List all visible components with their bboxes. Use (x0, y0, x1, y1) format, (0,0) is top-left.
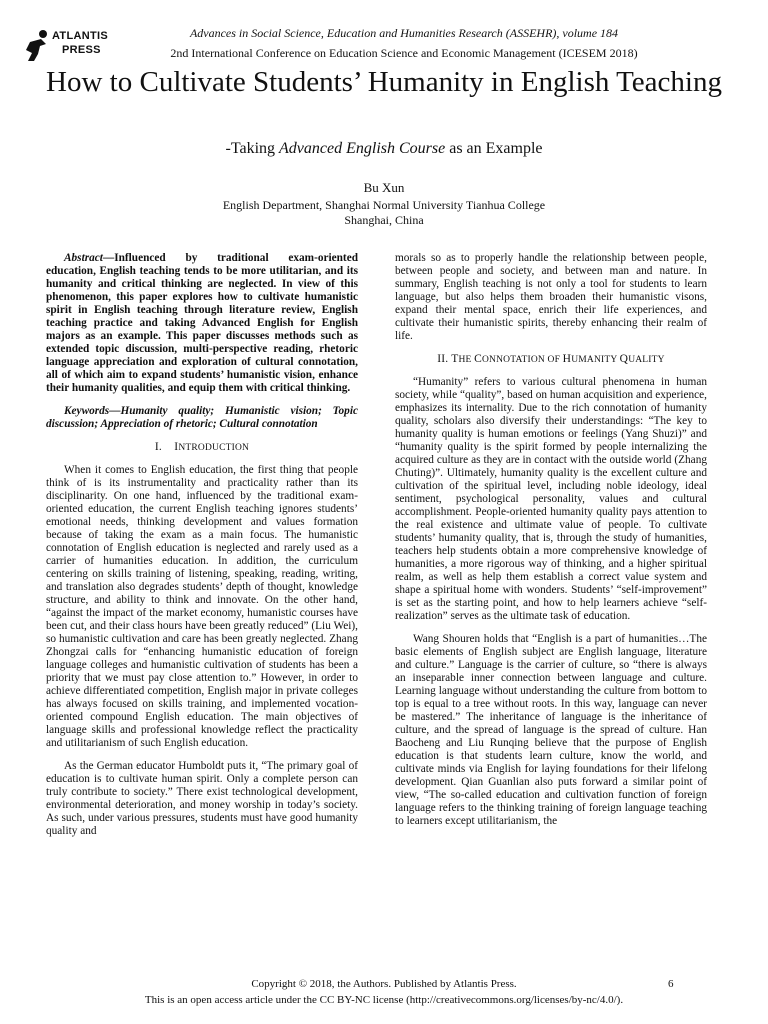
author-name: Bu Xun (363, 180, 405, 195)
logo-line2: PRESS (62, 44, 101, 56)
keywords: Keywords—Humanity quality; Humanistic vision; Topic discussion; Appreciation of rhetoric; Cultural connotation (46, 405, 358, 430)
license-footer: This is an open access article under the CC BY-NC license (http://creativecommons.org/licenses/by-nc/4.0/). (144, 994, 624, 1006)
page-number: 6 (668, 978, 674, 990)
right-column (395, 252, 707, 838)
section-heading-connotation: II. THE CONNOTATION OF HUMANITY QUALITY (437, 353, 665, 365)
paper-subtitle: -Taking Advanced English Course as an Example (225, 140, 543, 157)
paragraph: When it comes to English education, the first thing that people think of is its instrumentality and practicality rather than its disciplinarity. On one hand, influenced by the traditional exam-oriented education, the current English teaching ignores students’ emotional needs, thinking development and values formation because of taking the exam as a main focus. The humanistic connotation of English education is neglected and rarely used as a carrier of humanities education. In addition, the curriculum centering on skills training of listening, speaking, reading, writing, and translation also degrades students’ depth of thought, knowledge structure, and ability to think and innovate. On the other hand, “against the impact of the market economy, humanistic courses have been cut, and their class hours have been greatly reduced” (Liu Wei), so humanistic cultivation and care has been greatly neglected. Zhang Zhongzai calls for “enhancing humanistic education of foreign language colleges and humanistic cultivation of students has been a priority that we must pay close attention to.” However, in order to achieve differentiated competition, English major in private colleges has always focused on skills training, and implemented vocation-oriented compound English education. The main objectives of language skills and professional knowledge reflect the practicality and utilitarianism of such English education. (46, 464, 358, 749)
left-column (46, 252, 358, 848)
paper-title: How to Cultivate Students’ Humanity in English Teaching (46, 66, 722, 98)
paragraph: As the German educator Humboldt puts it, “The primary goal of education is to cultivate human spirit. Only a complete person can truly contribute to society.” There exist technological development, environmental deterioration, and money worship in today’s society. As such, under various pressures, students must have good humanity quality and (46, 760, 358, 837)
logo-line1: ATLANTIS (52, 30, 108, 42)
section-heading-introduction: I. INTRODUCTION (154, 441, 250, 453)
copyright-footer: Copyright © 2018, the Authors. Published by Atlantis Press. (251, 978, 517, 990)
paragraph: morals so as to properly handle the relationship between people, between people and society, and between man and nature. In summary, English teaching is not only a tool for students to learn language, but also helps them broaden their humanistic visons, expand their mental space, enrich their life experiences, and cultivate their humanistic spirits, thereby enhancing their realm of life. (395, 252, 707, 342)
abstract: Abstract—Influenced by traditional exam-oriented education, English teaching tends to be more utilitarian, and its humanity and critical thinking are neglected. In view of this phenomenon, this paper explores how to cultivate humanistic spirit in English teaching through literature review, English teaching practice and taking Advanced English for English majors as an example. This paper discusses methods such as extended topic discussion, multi-perspective reading, rhetoric language appreciation and exploration of cultural connotation, all of which aim to expand students’ humanistic vision, enhance their humanity qualities, and equip them with critical thinking. (46, 252, 358, 394)
paragraph: “Humanity” refers to various cultural phenomena in human society, while “quality”, based on human acquisition and experience, emphasizes its internality. Due to the rich connotation of humanity quality, scholars also diversify their understandings: “The key to humanity quality is human emotions or feelings (Yang Shuzi)” and “humanity quality is the spirit formed by people internalizing the acquired culture as they are in contact with the outside world (Zhang Chuting)”. Ultimately, humanity quality is the excellent culture and cultivation of the spiritual level, including noble ideology, ideal sentiment, psychological personality, values and cultural accomplishment. People-oriented humanity quality pays attention to the real existence and ultimate value of people. To cultivate students’ humanity quality, that is, through the study of humanities, teachers help students obtain a more comprehensive knowledge of humanities, a more rigorous way of thinking, and a higher spiritual realm, as well as help them establish a correct value system and shape a spiritual home with wonders. Students’ “self-improvement” is set as the starting point, and how to help learners achieve “self-realization” serves as the ultimate task of education. (395, 376, 707, 622)
series-header: Advances in Social Science, Education and Humanities Research (ASSEHR), volume 184 (189, 26, 619, 40)
conference-header: 2nd International Conference on Education Science and Economic Management (ICESEM 2018) (170, 46, 638, 60)
paragraph: Wang Shouren holds that “English is a part of humanities…The basic elements of English subject are English language, literature and culture.” Language is the carrier of culture, so “there is always an inseparable inner connection between language and culture. Learning language without understanding the culture from bottom to top is equal to a tree without roots. In this way, language can never be mastered.” The inheritance of language is the inheritance of culture, and the spread of language is the spread of culture. Han Baocheng and Liu Runqing believe that the purpose of English education is that students learn culture, know the world, and cultivate minds via English for laying foundations for their lifelong development. Qian Guanlian also puts forward a similar point of view, “The so-called education and cultivation function of foreign language refers to the thinking training of foreign language teaching to learners except utilitarianism, the (395, 633, 707, 827)
affiliation: English Department, Shanghai Normal University Tianhua College Shanghai, China (222, 198, 546, 227)
